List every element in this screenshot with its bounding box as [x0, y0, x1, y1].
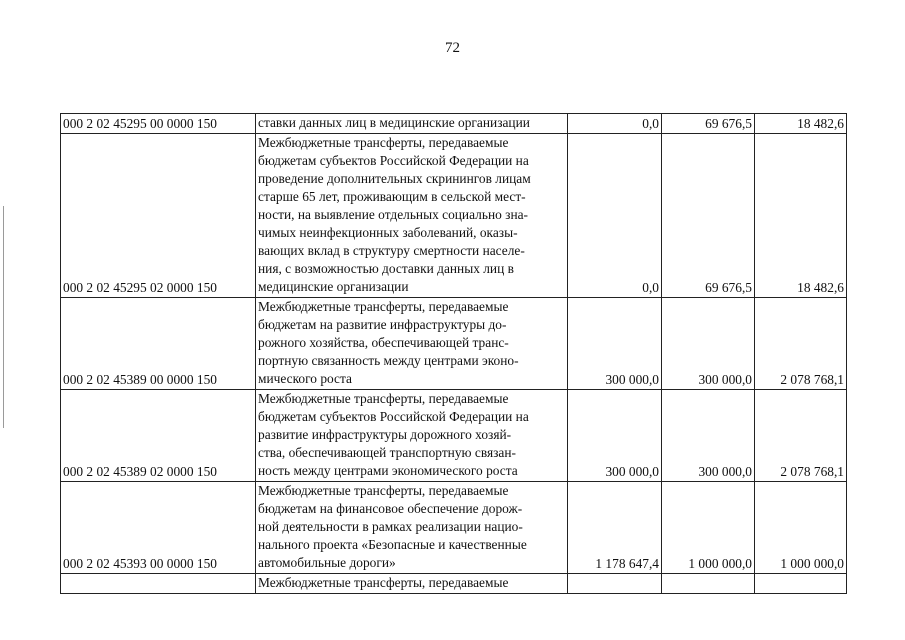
description-line: бюджетам субъектов Российской Федерации на	[258, 153, 529, 168]
amount-cell-2: 300 000,0	[662, 298, 755, 390]
description-line: Межбюджетные трансферты, передаваемые	[258, 575, 509, 590]
description-cell	[256, 390, 568, 482]
description-line: медицинские организации	[258, 279, 409, 294]
amount-cell-3: 18 482,6	[755, 134, 847, 298]
budget-code-cell: 000 2 02 45295 02 0000 150	[61, 134, 256, 298]
amount-cell-3: 1 000 000,0	[755, 482, 847, 574]
description-line: нального проекта «Безопасные и качественные	[258, 537, 527, 552]
description-line: Межбюджетные трансферты, передаваемые	[258, 483, 509, 498]
amount-cell-1: 0,0	[568, 114, 662, 134]
table-row	[61, 134, 847, 298]
description-line: ства, обеспечивающей транспортную связан-	[258, 445, 516, 460]
amount-cell-3: 18 482,6	[755, 114, 847, 134]
amount-cell-1: 300 000,0	[568, 298, 662, 390]
budget-table-body	[61, 114, 847, 594]
amount-cell-3: 2 078 768,1	[755, 298, 847, 390]
amount-cell-1: 300 000,0	[568, 390, 662, 482]
description-line: портную связанность между центрами эконо-	[258, 353, 519, 368]
description-line: ной деятельности в рамках реализации нацио-	[258, 519, 523, 534]
amount-cell-2: 1 000 000,0	[662, 482, 755, 574]
description-cell	[256, 482, 568, 574]
description-cell	[256, 134, 568, 298]
amount-cell-1	[568, 574, 662, 594]
description-line: Межбюджетные трансферты, передаваемые	[258, 135, 509, 150]
description-line: Межбюджетные трансферты, передаваемые	[258, 391, 509, 406]
table-row	[61, 482, 847, 574]
amount-cell-2: 69 676,5	[662, 134, 755, 298]
description-cell	[256, 114, 568, 134]
description-line: мического роста	[258, 371, 352, 386]
budget-code-cell: 000 2 02 45389 00 0000 150	[61, 298, 256, 390]
description-cell	[256, 298, 568, 390]
budget-code-cell: 000 2 02 45295 00 0000 150	[61, 114, 256, 134]
description-line: бюджетам на развитие инфраструктуры до-	[258, 317, 507, 332]
budget-table	[60, 113, 847, 594]
amount-cell-3: 2 078 768,1	[755, 390, 847, 482]
table-row	[61, 298, 847, 390]
description-line: ность между центрами экономического роста	[258, 463, 518, 478]
amount-cell-3	[755, 574, 847, 594]
description-cell	[256, 574, 568, 594]
amount-cell-2: 69 676,5	[662, 114, 755, 134]
budget-code-cell: 000 2 02 45389 02 0000 150	[61, 390, 256, 482]
description-line: старше 65 лет, проживающим в сельской мест-	[258, 189, 526, 204]
description-line: вающих вклад в структуру смертности населе-	[258, 243, 525, 258]
description-line: развитие инфраструктуры дорожного хозяй-	[258, 427, 512, 442]
table-row	[61, 114, 847, 134]
table-row	[61, 574, 847, 594]
budget-code-cell	[61, 574, 256, 594]
description-line: рожного хозяйства, обеспечивающей транс-	[258, 335, 509, 350]
page-number: 72	[445, 40, 460, 56]
description-line: проведение дополнительных скринингов лицам	[258, 171, 531, 186]
table-row	[61, 390, 847, 482]
description-line: ности, на выявление отдельных социально зна-	[258, 207, 529, 222]
amount-cell-1: 1 178 647,4	[568, 482, 662, 574]
budget-code-cell: 000 2 02 45393 00 0000 150	[61, 482, 256, 574]
description-line: ставки данных лиц в медицинские организации	[258, 115, 530, 130]
description-line: бюджетам субъектов Российской Федерации на	[258, 409, 529, 424]
amount-cell-2	[662, 574, 755, 594]
description-line: ния, с возможностью доставки данных лиц в	[258, 261, 514, 276]
amount-cell-1: 0,0	[568, 134, 662, 298]
description-line: автомобильные дороги»	[258, 555, 396, 570]
description-line: чимых неинфекционных заболеваний, оказы-	[258, 225, 518, 240]
description-line: бюджетам на финансовое обеспечение дорож-	[258, 501, 523, 516]
description-line: Межбюджетные трансферты, передаваемые	[258, 299, 509, 314]
margin-line	[3, 206, 4, 428]
amount-cell-2: 300 000,0	[662, 390, 755, 482]
